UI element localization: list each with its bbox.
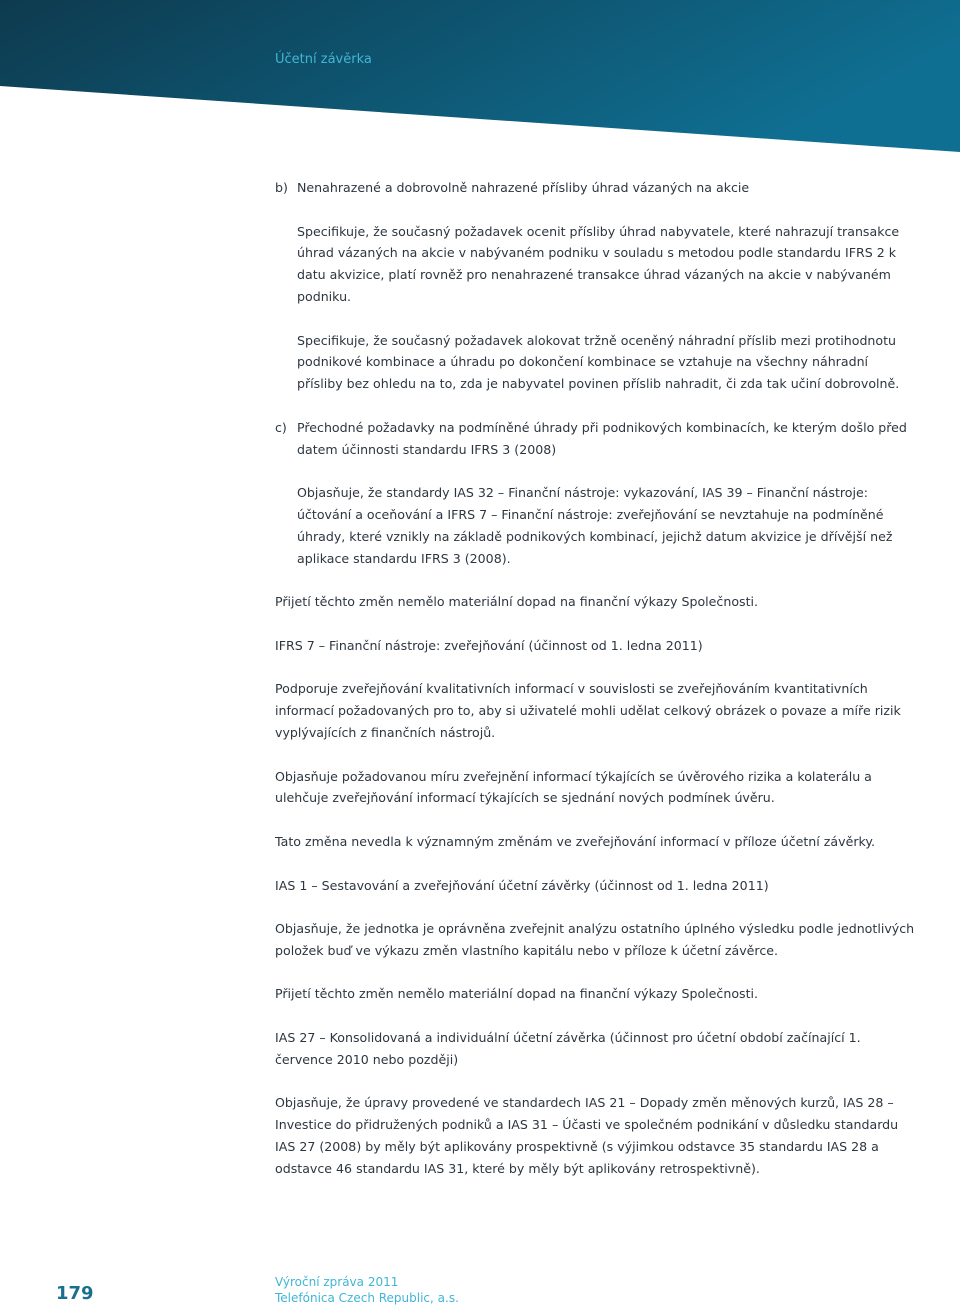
item-b-paragraph-2: Specifikuje, že současný požadavek alokovat tržně oceněný náhradní příslib mezi protihodnotu podnikové kombinace a úhradu po dokončení kombinace se vztahuje na všechny náhradní přísliby bez ohledu na to, zda je nabyvatel povinen příslib nahradit, či zda tak učiní dobrovolně. [297, 332, 900, 392]
item-b [275, 177, 915, 199]
heading-ifrs7: IFRS 7 – Finanční nástroje: zveřejňování (účinnost od 1. ledna 2011) [275, 637, 703, 653]
item-c [275, 417, 915, 461]
footer-report-title: Výroční zpráva 2011 [275, 1275, 399, 1289]
header-band [0, 0, 960, 160]
footer [275, 1275, 459, 1306]
item-b-marker: b) [275, 180, 288, 195]
paragraph-ifrs7-3: Tato změna nevedla k významným změnám ve zveřejňování informací v příloze účetní závěrky. [275, 833, 875, 849]
paragraph-adoption-2: Přijetí těchto změn nemělo materiální dopad na finanční výkazy Společnosti. [275, 986, 759, 1002]
paragraph-ias1-1: Objasňuje, že jednotka je oprávněna zveřejnit analýzu ostatního úplného výsledku podle jednotlivých položek buď ve výkazu změn vlastního kapitálu nebo v příloze k účetní závěrce. [275, 921, 915, 958]
item-b-paragraph-1: Specifikuje, že současný požadavek ocenit přísliby úhrad nabyvatele, které nahrazují transakce úhrad vázaných na akcie v nabývaném podniku v souladu s metodou podle standardu IFRS 2 k datu akvizice, platí rovněž pro nenahrazené transakce úhrad vázaných na akcie v nabývaném podniku. [297, 223, 900, 304]
section-title: Účetní závěrka [275, 52, 372, 67]
item-c-paragraph-1: Objasňuje, že standardy IAS 32 – Finanční nástroje: vykazování, IAS 39 – Finanční nástroje: účtování a oceňování a IFRS 7 – Finanční nástroje: zveřejňování se nevztahuje na podmíněné úhrady, které vznikly na základě podnikových kombinací, jejichž datum akvizice je dřívější než aplikace standardu IFRS 3 (2008). [297, 485, 893, 566]
paragraph-adoption-1: Přijetí těchto změn nemělo materiální dopad na finanční výkazy Společnosti. [275, 594, 759, 610]
main-content [275, 177, 915, 1180]
item-b-heading: Nenahrazené a dobrovolně nahrazené přísliby úhrad vázaných na akcie [297, 180, 750, 195]
item-c-marker: c) [275, 419, 287, 435]
heading-ias1: IAS 1 – Sestavování a zveřejňování účetní závěrky (účinnost od 1. ledna 2011) [275, 877, 769, 893]
page-number: 179 [56, 1283, 94, 1304]
item-c-heading: Přechodné požadavky na podmíněné úhrady při podnikových kombinacích, ke kterým došlo před datem účinnosti standardu IFRS 3 (2008) [297, 419, 907, 457]
paragraph-ifrs7-2: Objasňuje požadovanou míru zveřejnění informací týkajících se úvěrového rizika a kolaterálu a ulehčuje zveřejňování informací týkajících se sjednání nových podmínek úvěru. [275, 768, 872, 806]
footer-company: Telefónica Czech Republic, a.s. [275, 1290, 459, 1305]
paragraph-ifrs7-1: Podporuje zveřejňování kvalitativních informací v souvislosti se zveřejňováním kvantitativních informací požadovaných pro to, aby si uživatelé mohli udělat celkový obrázek o povaze a míře rizik vyplývajících z finančních nástrojů. [275, 681, 901, 740]
heading-ias27: IAS 27 – Konsolidovaná a individuální účetní závěrka (účinnost pro účetní období začínající 1. července 2010 nebo později) [275, 1030, 861, 1067]
paragraph-ias27-1: Objasňuje, že úpravy provedené ve standardech IAS 21 – Dopady změn měnových kurzů, IAS 28 – Investice do přidružených podniků a IAS 31 – Účasti ve společném podnikání v důsledku standardu IAS 27 (2008) by měly být aplikovány prospektivně (s výjimkou odstavce 35 standardu IAS 28 a odstavce 46 standardu IAS 31, které by měly být aplikovány retrospektivně). [275, 1095, 899, 1176]
